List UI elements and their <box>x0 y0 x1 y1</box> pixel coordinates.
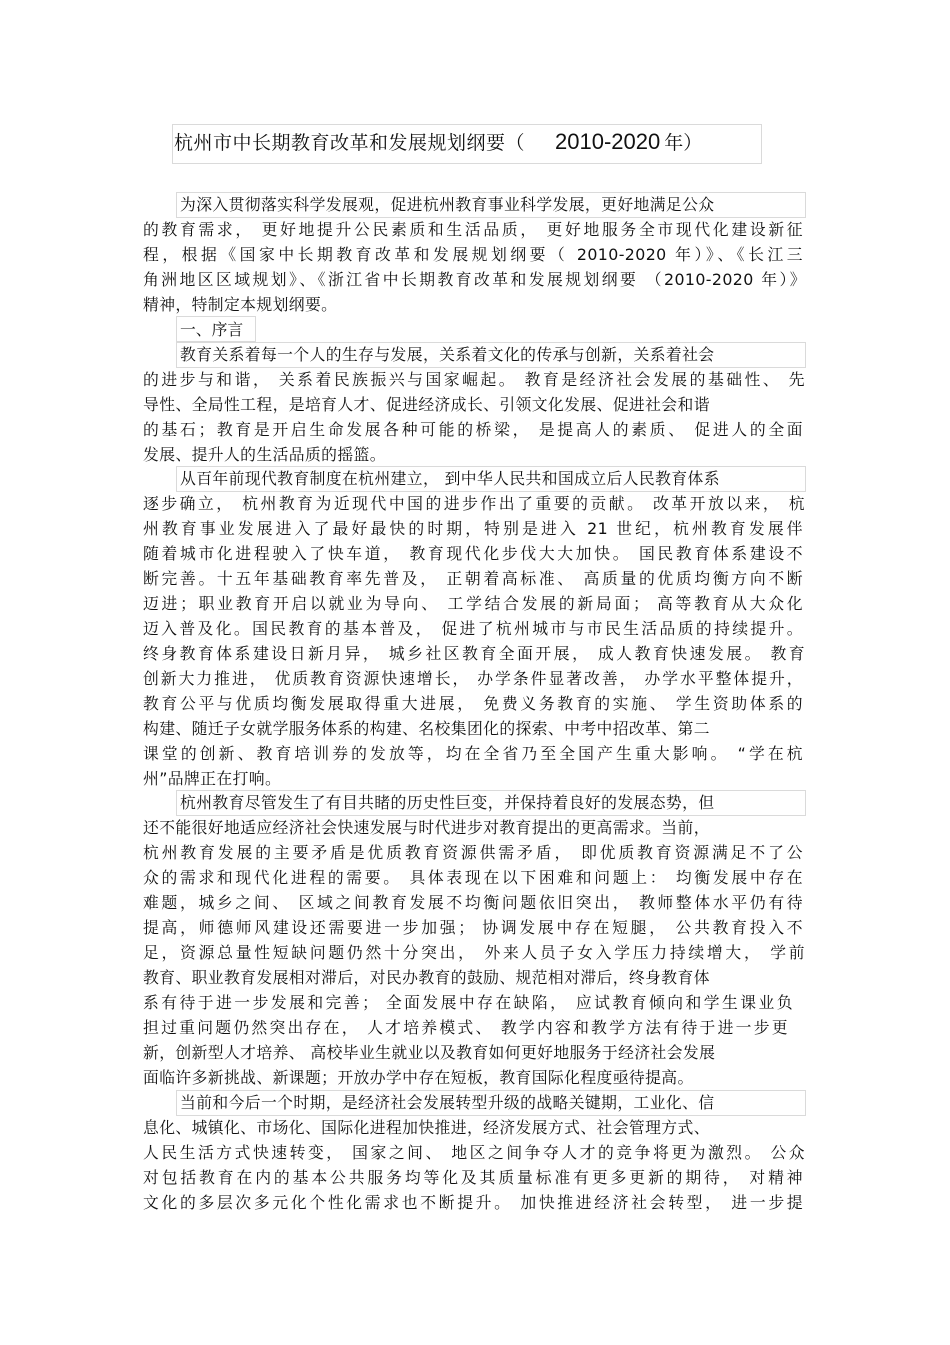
text-line: 迈入普及化。国民教育的基本普及， 促进了杭州城市与市民生活品质的持续提升。 <box>143 619 803 638</box>
text-line: 息化、城镇化、市场化、国际化进程加快推进，经济发展方式、社会管理方式、 <box>143 1118 710 1137</box>
text-line: 教育、职业教育发展相对滞后，对民办教育的鼓励、规范相对滞后，终身教育体 <box>143 968 710 987</box>
text-line: 从百年前现代教育制度在杭州建立， 到中华人民共和国成立后人民教育体系 <box>180 469 720 488</box>
title-text: 杭州市中长期教育改革和发展规划纲要（ <box>174 132 526 154</box>
text-line: 众的需求和现代化进程的需要。 具体表现在以下困难和问题上： 均衡发展中存在 <box>143 868 803 887</box>
text-line: 新，创新型人才培养、 高校毕业生就业以及教育如何更好地服务于经济社会发展 <box>143 1043 716 1062</box>
text-line: 当前和今后一个时期，是经济社会发展转型升级的战略关键期，工业化、信 <box>180 1093 715 1112</box>
text-line: 教育关系着每一个人的生存与发展，关系着文化的传承与创新，关系着社会 <box>180 345 715 364</box>
text-line: 杭州教育发展的主要矛盾是优质教育资源供需矛盾， 即优质教育资源满足不了公 <box>143 843 803 862</box>
text-line: 难题，城乡之间、 区域之间教育发展不均衡问题依旧突出， 教师整体水平仍有待 <box>143 893 803 912</box>
text-line: 为深入贯彻落实科学发展观，促进杭州教育事业科学发展，更好地满足公众 <box>180 195 715 214</box>
text-line: 随着城市化进程驶入了快车道， 教育现代化步伐大大加快。 国民教育体系建设不 <box>143 544 803 563</box>
text-line: 角洲地区区域规划》、《浙江省中长期教育改革和发展规划纲要 （2010-2020 年）》 <box>143 270 806 289</box>
text-line: 足，资源总量性短缺问题仍然十分突出， 外来人员子女入学压力持续增大， 学前 <box>143 943 805 962</box>
text-line: 断完善。十五年基础教育率先普及， 正朝着高标准、 高质量的优质均衡方向不断 <box>143 569 803 588</box>
text-line: 的进步与和谐， 关系着民族振兴与国家崛起。 教育是经济社会发展的基础性、 先 <box>143 370 805 389</box>
text-line: 面临许多新挑战、新课题；开放办学中存在短板，教育国际化程度亟待提高。 <box>143 1068 694 1087</box>
text-line: 逐步确立， 杭州教育为近现代中国的进步作出了重要的贡献。 改革开放以来， 杭 <box>143 494 805 513</box>
text-line: 的教育需求， 更好地提升公民素质和生活品质， 更好地服务全市现代化建设新征 <box>143 220 803 239</box>
text-line: 杭州教育尽管发生了有目共睹的历史性巨变，并保持着良好的发展态势，但 <box>180 793 715 812</box>
text-line: 人民生活方式快速转变， 国家之间、 地区之间争夺人才的竞争将更为激烈。 公众 <box>143 1143 805 1162</box>
text-line: 精神，特制定本规划纲要。 <box>143 295 338 314</box>
text-line: 程，根据《国家中长期教育改革和发展规划纲要（ 2010-2020 年）》、《长江三 <box>143 245 803 264</box>
document-title <box>174 128 764 162</box>
text-line: 提高，师德师风建设还需要进一步加强； 协调发展中存在短腿， 公共教育投入不 <box>143 918 803 937</box>
title-suffix: 年） <box>664 132 703 154</box>
text-line: 的基石；教育是开启生命发展各种可能的桥梁， 是提高人的素质、 促进人的全面 <box>143 420 803 439</box>
text-line: 迈进；职业教育开启以就业为导向、 工学结合发展的新局面； 高等教育从大众化 <box>143 594 803 613</box>
text-line: 终身教育体系建设日新月异， 城乡社区教育全面开展， 成人教育快速发展。 教育 <box>143 644 805 663</box>
text-line: 系有待于进一步发展和完善； 全面发展中存在缺陷， 应试教育倾向和学生课业负 <box>143 993 793 1012</box>
text-line: 对包括教育在内的基本公共服务均等化及其质量标准有更多更新的期待， 对精神 <box>143 1168 803 1187</box>
text-line: 还不能很好地适应经济社会快速发展与时代进步对教育提出的更高需求。当前， <box>143 818 710 837</box>
title-year: 2010-2020 <box>555 129 661 154</box>
text-line: 创新大力推进， 优质教育资源快速增长， 办学条件显著改善， 办学水平整体提升， <box>143 669 803 688</box>
text-line: 州教育事业发展进入了最好最快的时期，特别是进入 21 世纪，杭州教育发展伴 <box>143 519 803 538</box>
text-line: 文化的多层次多元化个性化需求也不断提升。 加快推进经济社会转型， 进一步提 <box>143 1193 803 1212</box>
text-line: 发展、提升人的生活品质的摇篮。 <box>143 445 386 464</box>
section-heading: 一、序言 <box>180 320 244 339</box>
text-line: 担过重问题仍然突出存在， 人才培养模式、 教学内容和教学方法有待于进一步更 <box>143 1018 788 1037</box>
text-line: 教育公平与优质均衡发展取得重大进展， 免费义务教育的实施、 学生资助体系的 <box>143 694 803 713</box>
text-line: 州”品牌正在打响。 <box>143 769 282 788</box>
text-line: 构建、随迁子女就学服务体系的构建、名校集团化的探索、中考中招改革、第二 <box>143 719 710 738</box>
text-line: 课堂的创新、教育培训券的发放等，均在全省乃至全国产生重大影响。 “学在杭 <box>143 744 803 763</box>
text-line: 导性、全局性工程，是培育人才、促进经济成长、引领文化发展、促进社会和谐 <box>143 395 710 414</box>
